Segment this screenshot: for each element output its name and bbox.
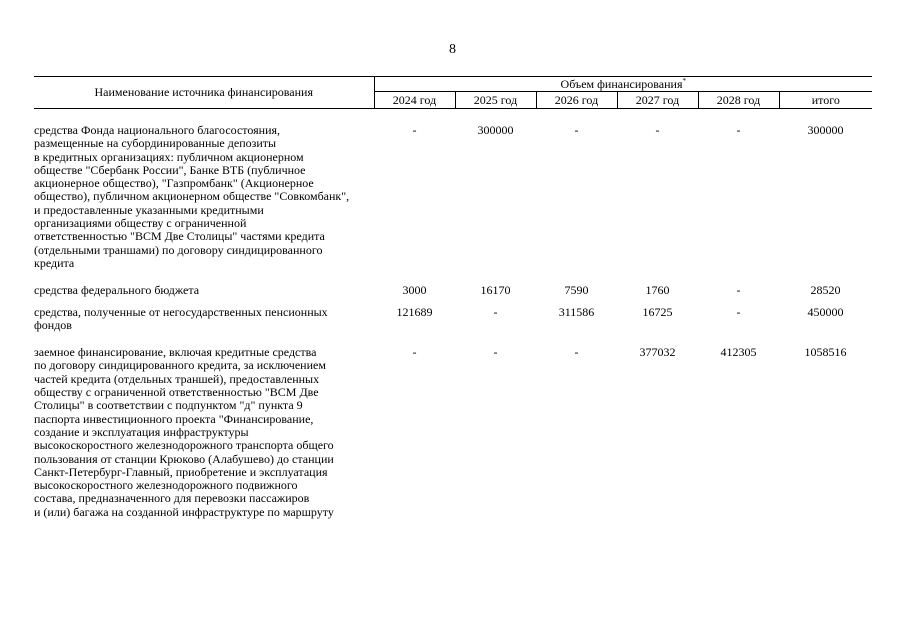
- header-volume-label: Объем финансирования: [560, 76, 683, 91]
- cell-2028: 412305: [720, 345, 757, 360]
- text-line: состава, предназначенного для перевозки пассажиров: [34, 491, 310, 506]
- text-line: и предоставленные указанными кредитными: [34, 202, 264, 217]
- cell-total: 450000: [807, 304, 844, 319]
- financing-table: [34, 76, 872, 519]
- cell-2025: -: [493, 304, 498, 319]
- text-line: обществе "Сбербанк России", Банке ВТБ (публичное: [34, 162, 306, 177]
- text-line: создание и эксплуатация инфраструктуры: [34, 424, 249, 439]
- header-year-2025: 2025 год: [455, 92, 536, 109]
- cell-2027: 16725: [642, 304, 673, 319]
- cell-2026: -: [574, 345, 579, 360]
- text-line: высокоскоростного железнодорожного подвижного: [34, 478, 298, 493]
- text-line: заемное финансирование, включая кредитные средства: [34, 345, 317, 360]
- text-line: высокоскоростного железнодорожного транспорта общего: [34, 438, 334, 453]
- page-number: 8: [449, 42, 456, 57]
- cell-2026: -: [574, 123, 579, 137]
- header-volume-footnote-mark: *: [682, 76, 686, 85]
- cell-2028: -: [736, 123, 741, 137]
- text-line: и (или) багажа на созданной инфраструктуре по маршруту: [34, 504, 334, 519]
- cell-2027: 377032: [639, 345, 676, 360]
- header-year-2026: 2026 год: [536, 92, 617, 109]
- header-year-2024: 2024 год: [374, 92, 455, 109]
- text-line: ответственностью "ВСМ Две Столицы" частями кредита: [34, 229, 325, 244]
- cell-2027: -: [655, 123, 660, 137]
- cell-2026: 7590: [564, 283, 589, 298]
- row-source-name: [34, 346, 374, 519]
- text-line: пользования от станции Крюково (Алабушево) до станции: [34, 451, 334, 466]
- text-line: средства федерального бюджета: [34, 283, 200, 298]
- cell-2027: 1760: [645, 283, 670, 298]
- header-year-2028: 2028 год: [698, 92, 779, 109]
- row-source-name: [34, 306, 374, 347]
- table-row-federal-budget: [34, 284, 872, 305]
- cell-2025: 300000: [477, 123, 514, 137]
- cell-2028: -: [736, 304, 741, 319]
- text-line: частей кредита (отдельных траншей), предоставленных: [34, 371, 320, 386]
- row-source-name: [34, 124, 374, 284]
- text-line: по договору синдицированного кредита, за исключением: [34, 358, 326, 373]
- cell-2024: 3000: [402, 283, 427, 298]
- table-row-nwf-deposits: [34, 124, 872, 284]
- table-row-borrowed-financing: [34, 346, 872, 519]
- text-line: Санкт-Петербург-Главный, приобретение и эксплуатация: [34, 464, 328, 479]
- text-line: в кредитных организациях: публичном акционерном: [34, 149, 304, 164]
- text-line: средства, полученные от негосударственных пенсионных: [34, 304, 328, 319]
- text-line: размещенные на субординированные депозиты: [34, 136, 277, 151]
- cell-total: 300000: [807, 123, 844, 137]
- cell-total: 28520: [810, 283, 841, 298]
- header-year-2027: 2027 год: [617, 92, 698, 109]
- cell-2024: -: [412, 345, 417, 360]
- cell-2024: -: [412, 123, 417, 137]
- cell-total: 1058516: [804, 345, 847, 360]
- text-line: акционерное общество), "Газпромбанк" (Акционерное: [34, 176, 314, 191]
- table-row-pension-funds: [34, 306, 872, 347]
- text-line: паспорта инвестиционного проекта "Финансирование,: [34, 411, 314, 426]
- text-line: общество), публичном акционерном обществе "Совкомбанк",: [34, 189, 350, 204]
- text-line: фондов: [34, 317, 72, 332]
- text-line: (отдельными траншами) по договору синдицированного: [34, 242, 323, 257]
- header-source-name: Наименование источника финансирования: [34, 77, 374, 109]
- text-line: Столицы" в соответствии с подпунктом "д" пункта 9: [34, 398, 303, 413]
- text-line: обществу с ограниченной ответственностью "ВСМ Две: [34, 385, 319, 400]
- cell-2026: 311586: [558, 304, 595, 319]
- cell-2024: 121689: [396, 304, 433, 319]
- row-source-name: [34, 284, 374, 305]
- text-line: организациями обществу с ограниченной: [34, 216, 247, 231]
- header-total: итого: [779, 92, 872, 109]
- header-volume-group: [374, 77, 872, 92]
- cell-2025: 16170: [480, 283, 511, 298]
- cell-2025: -: [493, 345, 498, 360]
- text-line: кредита: [34, 255, 75, 270]
- cell-2028: -: [736, 283, 741, 298]
- text-line: средства Фонда национального благосостояния,: [34, 123, 281, 137]
